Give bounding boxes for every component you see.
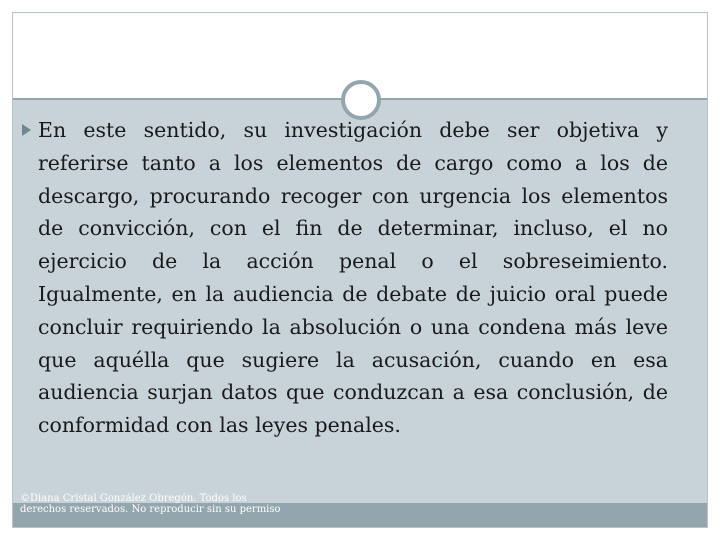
arrow-bullet-icon — [22, 124, 31, 136]
body-paragraph — [38, 114, 668, 442]
body-text: En este sentido, su investigación debe ser objetiva y referirse tanto a los elementos de cargo como a los de descargo, procurando recoger con urgencia los elementos de convicción, con el fin de determinar, incluso, el no ejercicio de la acción penal o el sobreseimiento. Igualmente, en la audiencia de debate de juicio oral puede concluir requiriendo la absolución o una condena más leve que aquélla que sugiere la acusación, cuando en esa audiencia surjan datos que conduzcan a esa conclusión, de conformidad con las leyes penales. — [38, 118, 668, 438]
copyright-footer: ©Diana Cristal González Obregón. Todos los derechos reservados. No reproducir sin su permiso — [20, 493, 281, 515]
